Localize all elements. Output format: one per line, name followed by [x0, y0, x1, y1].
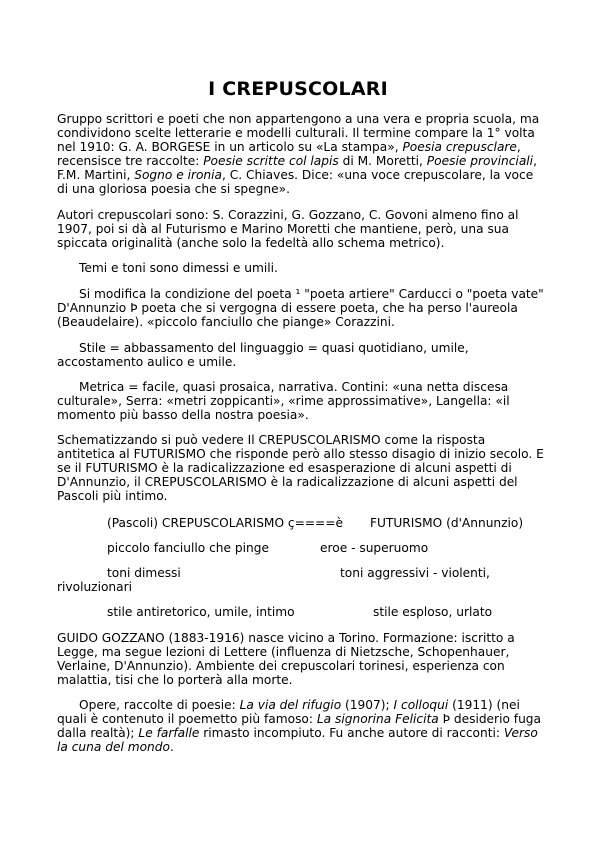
- italic-title: La via del rifugio: [239, 698, 342, 712]
- italic-title: Poesie provinciali: [426, 154, 534, 169]
- comparison-right: stile esploso, urlato: [373, 605, 493, 619]
- paragraph-poet-condition: Si modifica la condizione del poeta ¹ "poeta artiere" Carducci o "poeta vate" D'Annunzio Þ poeta che si vergogna di essere poeta, che ha perso l'aureola (Beaudelaire). «piccolo fanciullo che piange» Corazzini.: [57, 287, 544, 330]
- text: di M. Moretti,: [338, 154, 427, 169]
- italic-title: Sogno e ironia: [134, 168, 223, 183]
- text: rimasto incompiuto. Fu anche autore di racconti:: [199, 726, 504, 741]
- paragraph-intro: [57, 112, 547, 197]
- paragraph-gozzano-bio: GUIDO GOZZANO (1883-1916) nasce vicino a Torino. Formazione: iscritto a Legge, ma segue lezioni di Lettere (influenza di Nietzsche, Schopenhauer, Verlaine, D'Annunzio). Ambiente dei crepuscolari torinesi, esperienza con malattia, tisi che lo porterà alla morte.: [57, 631, 515, 688]
- italic-title: Poesia crepusclare: [402, 140, 517, 155]
- text: , C. Chiaves. Dice: «una voce crepuscolare, la voce di una gloriosa poesia che si spegne».: [57, 168, 534, 197]
- paragraph-gozzano-works: [57, 698, 547, 754]
- comparison-right: eroe - superuomo: [320, 541, 429, 555]
- text: Þ desiderio fuga dalla realtà);: [57, 712, 542, 741]
- comparison-right: FUTURISMO (d'Annunzio): [370, 516, 524, 530]
- comparison-left: toni dimessi: [107, 566, 181, 580]
- text: , F.M. Martini,: [57, 154, 537, 183]
- italic-title: Le farfalle: [138, 726, 200, 741]
- page-title: I CREPUSCOLARI: [208, 78, 388, 100]
- comparison-right: toni aggressivi - violenti,: [340, 566, 490, 580]
- text: (1911) (nei quali è contenuto il poemetto più famoso:: [57, 698, 520, 727]
- text: , recensisce tre raccolte:: [57, 140, 521, 169]
- comparison-wrap-text: rivoluzionari: [57, 580, 133, 594]
- paragraph-schema: Schematizzando si può vedere Il CREPUSCOLARISMO come la risposta antitetica al FUTURISMO che risponde però allo stesso disagio di inizio secolo. E se il FUTURISMO è la radicalizzazione ed esasperazione di alcuni aspetti di D'Annunzio, il CREPUSCOLARISMO è la radicalizzazione di alcuni aspetti del Pascoli più intimo.: [57, 433, 544, 504]
- italic-title: Poesie scritte col lapis: [203, 154, 339, 169]
- paragraph-authors: Autori crepuscolari sono: S. Corazzini, G. Gozzano, C. Govoni almeno fino al 1907, poi si dà al Futurismo e Marino Moretti che mantiene, però, una sua spiccata originalità (anche solo la fedeltà allo schema metrico).: [57, 208, 519, 251]
- italic-title: La signorina Felicita: [316, 712, 439, 727]
- text: .: [169, 740, 174, 755]
- italic-title: Verso la cuna del mondo: [57, 726, 538, 755]
- paragraph-themes: Temi e toni sono dimessi e umili.: [79, 261, 278, 275]
- paragraph-style: Stile = abbassamento del linguaggio = quasi quotidiano, umile, accostamento aulico e umile.: [57, 341, 469, 370]
- text: Gruppo scrittori e poeti che non appartengono a una vera e propria scuola, ma condividono scelte letterarie e modelli culturali. Il termine compare la 1° volta nel 1910: G. A. BORGESE in un articolo su «La stampa»,: [57, 112, 540, 155]
- text: (1907);: [341, 698, 394, 712]
- text: Opere, raccolte di poesie:: [79, 698, 240, 712]
- comparison-left: stile antiretorico, umile, intimo: [107, 605, 295, 619]
- italic-title: I colloqui: [393, 698, 449, 712]
- comparison-left: piccolo fanciullo che pinge: [107, 541, 269, 555]
- paragraph-metrics: Metrica = facile, quasi prosaica, narrativa. Contini: «una netta discesa culturale», Serra: «metri zoppicanti», «rime approssimative», Langella: «il momento più basso della nostra poesia».: [57, 380, 510, 423]
- comparison-left: (Pascoli) CREPUSCOLARISMO ç====è: [107, 516, 343, 530]
